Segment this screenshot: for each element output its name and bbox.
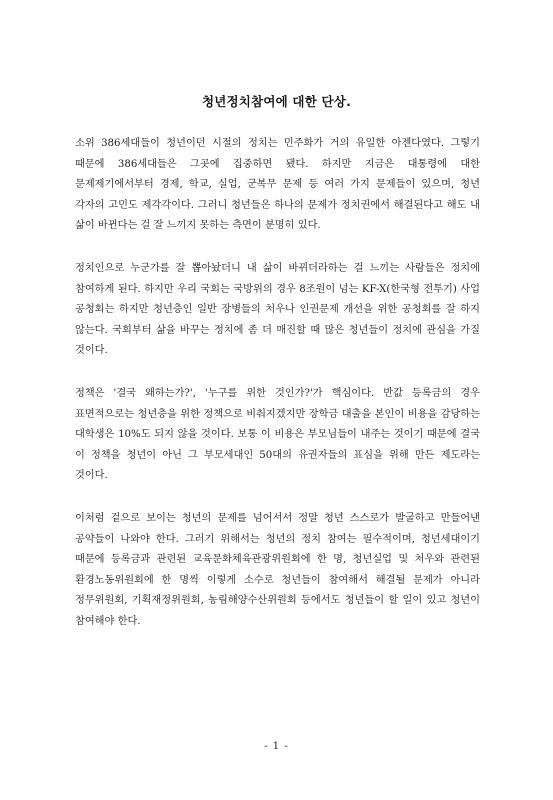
page-number: - 1 - xyxy=(264,741,289,752)
document-title: 청년정치참여에 대한 단상. xyxy=(201,94,352,109)
paragraph-4: 이처럼 겉으로 보이는 청년의 문제를 넘어서서 정말 청년 스스로가 발굴하고 만들어낸 공약들이 나와야 한다. 그러기 위해서는 청년의 정치 참여는 필수적이며, 청년세대이기 때문에 등록금과 관련된 교육문화체육관광위원회에 한 명, 청년실업 및 처우와 관련된 환경노동위원회에 한 명씩 이렇게 소수로 청년들이 참여해서 해결될 문제가 아니라 정무위원회, 기획재정위원회, 농림해양수산위원회 등에서도 청년들이 할 일이 있고 청년이 참여해야 한다. xyxy=(75,512,480,627)
paragraph-2: 정치인으로 누군가를 잘 뽑아놨더니 내 삶이 바뀌더라하는 걸 느끼는 사람들은 정치에 참여하게 된다. 하지만 우리 국회는 국방위의 경우 8조원이 넘는 KF-X(한국형 전투기) 사업 공청회는 하지만 청년층인 일반 장병들의 처우나 인권문제 개선을 위한 공청회를 잘 하지 않는다. 국회부터 삶을 바꾸는 정치에 좀 더 매진할 때 많은 청년들이 정치에 관심을 가질 것이다. xyxy=(75,262,480,357)
paragraph-3: 정책은 '결국 왜하는가?', '누구를 위한 것인가?'가 핵심이다. 반값 등록금의 경우 표면적으로는 청년층을 위한 정책으로 비춰지겠지만 장학금 대출을 본인이 비용을 감당하는 대학생은 10%도 되지 않을 것이다. 보통 이 비용은 부모님들이 내주는 것이기 때문에 결국 이 정책을 청년이 아닌 그 부모세대인 50대의 유권자들의 표심을 위해 만든 제도라는 것이다. xyxy=(75,387,480,482)
document-body xyxy=(75,134,480,654)
paragraph-1: 소위 386세대들이 청년이던 시절의 정치는 민주화가 거의 유일한 아젠다였다. 그렇기 때문에 386세대들은 그곳에 집중하면 됐다. 하지만 지금은 대통령에 대한 문제제기에서부터 경제, 학교, 실업, 군복무 문제 등 여러 가지 문제들이 있으며, 청년 각자의 고민도 제각각이다. 그러니 청년들은 하나의 문제가 정치권에서 해결된다고 해도 내 삶이 바뀐다는 걸 잘 느끼지 못하는 측면이 분명히 있다. xyxy=(75,138,480,232)
